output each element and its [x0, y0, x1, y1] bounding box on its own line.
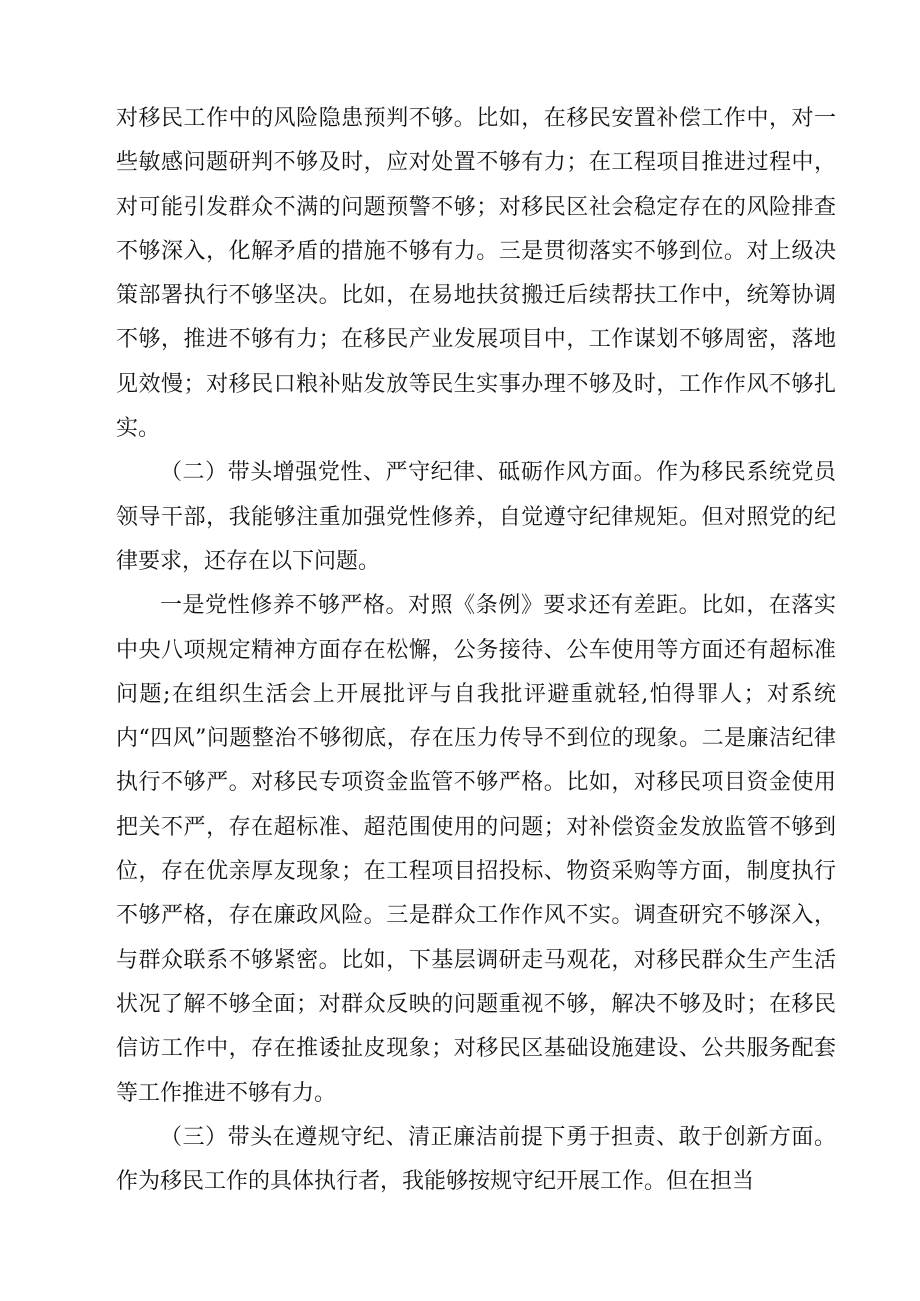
paragraph-2-section-heading: （二）带头增强党性、严守纪律、砥砺作风方面。作为移民系统党员领导干部，我能够注重加强党性修养，自觉遵守纪律规矩。但对照党的纪律要求，还存在以下问题。	[116, 460, 836, 574]
paragraph-4-section-heading: （三）带头在遵规守纪、清正廉洁前提下勇于担责、敢于创新方面。作为移民工作的具体执行者，我能够按规守纪开展工作。但在担当	[116, 1124, 836, 1195]
paragraph-3: 一是党性修养不够严格。对照《条例》要求还有差距。比如，在落实中央八项规定精神方面存在松懈，公务接待、公车使用等方面还有超标准问题;在组织生活会上开展批评与自我批评避重就轻,怕得罪人；对系统内“四风”问题整治不够彻底，存在压力传导不到位的现象。二是廉洁纪律执行不够严。对移民专项资金监管不够严格。比如，对移民项目资金使用把关不严，存在超标准、超范围使用的问题；对补偿资金发放监管不够到位，存在优亲厚友现象；在工程项目招投标、物资采购等方面，制度执行不够严格，存在廉政风险。三是群众工作作风不实。调查研究不够深入，与群众联系不够紧密。比如，下基层调研走马观花，对移民群众生产生活状况了解不够全面；对群众反映的问题重视不够，解决不够及时；在移民信访工作中，存在推诿扯皮现象；对移民区基础设施建设、公共服务配套等工作推进不够有力。	[116, 593, 836, 1106]
paragraph-1: 对移民工作中的风险隐患预判不够。比如，在移民安置补偿工作中，对一些敏感问题研判不够及时，应对处置不够有力；在工程项目推进过程中，对可能引发群众不满的问题预警不够；对移民区社会稳定存在的风险排查不够深入，化解矛盾的措施不够有力。三是贯彻落实不够到位。对上级决策部署执行不够坚决。比如，在易地扶贫搬迁后续帮扶工作中，统筹协调不够，推进不够有力；在移民产业发展项目中，工作谋划不够周密，落地见效慢；对移民口粮补贴发放等民生实事办理不够及时，工作作风不够扎实。	[116, 106, 836, 442]
document-body	[116, 97, 836, 1204]
